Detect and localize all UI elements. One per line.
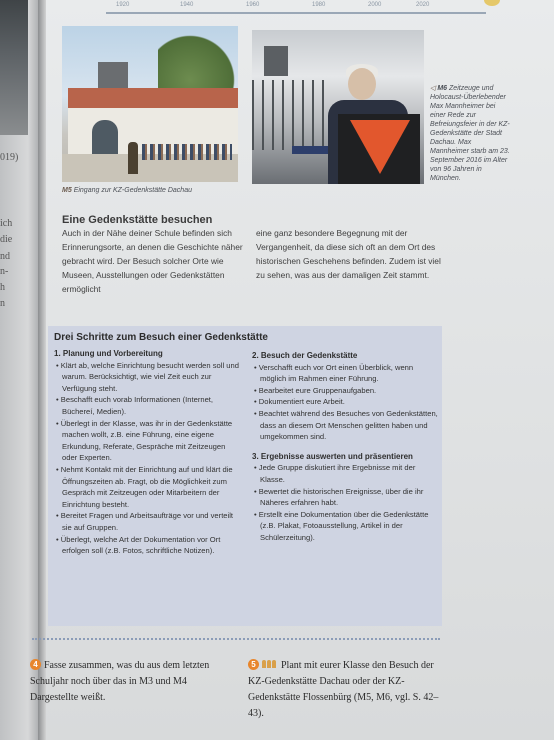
- timeline-tick: 1920: [116, 2, 130, 8]
- list-item: • Überlegt in der Klasse, was ihr in der Gedenkstätte machen wollt, z.B. eine Führung, eine eigene Erkundung, Referate, Gespräche mit Zeitzeugen oder Experten.: [56, 418, 233, 463]
- timeline-marker: [484, 0, 500, 6]
- group-work-icon: [262, 658, 277, 674]
- fence-shape: [252, 80, 332, 150]
- caption-m5-label: M5: [62, 187, 72, 194]
- adjoining-text: n-: [0, 266, 9, 277]
- list-item: • Beschafft euch vorab Informationen (Internet, Büchereí, Medien).: [56, 395, 214, 416]
- person-shape: [128, 142, 138, 174]
- timeline-tick: 2000: [368, 2, 382, 8]
- crowd-shape: [142, 144, 232, 160]
- watchtower-shape: [264, 46, 288, 76]
- step-1-heading: 1. Planung und Vorbereitung: [54, 349, 163, 358]
- task-text: Fasse zusammen, was du aus dem letzten Schuljahr noch über das in M3 und M4 Dargestellte weißt.: [30, 660, 210, 703]
- adjoining-text: die: [0, 234, 13, 245]
- timeline-tick: 1980: [312, 2, 326, 8]
- list-item: • Jede Gruppe diskutiert ihre Ergebnisse mit der Klasse.: [254, 463, 416, 484]
- caption-m6-text: Zeitzeuge und Holocaust-Überlebender Max Mannheimer bei einer Rede zur Befreiungsfeier in der KZ-Gedenkstätte der Stadt Dachau. Max Mannheimer starb am 23. September 2016 im Alter von 96 Jahren in München.: [430, 85, 510, 182]
- adjoining-text: n: [0, 298, 5, 309]
- adjoining-text: ich: [0, 218, 13, 229]
- task-number-icon: 4: [30, 659, 41, 670]
- caption-m5-text: Eingang zur KZ-Gedenkstätte Dachau: [73, 187, 192, 194]
- speaker-head-shape: [348, 68, 376, 100]
- step-2-heading: 2. Besuch der Gedenkstätte: [252, 351, 358, 360]
- task-text: Plant mit eurer Klasse den Besuch der KZ-Gedenkstätte Dachau oder der KZ-Gedenkstätte Flossenbürg (M5, M6, vgl. S. 42–43).: [248, 660, 439, 719]
- red-triangle-shape: [350, 120, 410, 174]
- timeline-tick: 1940: [180, 2, 194, 8]
- list-item: • Klärt ab, welche Einrichtung besucht werden soll und warum. Berücksichtigt, wie viel Zeit euch zur Verfügung steht.: [56, 360, 239, 393]
- list-item: • Beachtet während des Besuches von Gedenkstätten, dass an diesem Ort Menschen gelitten haben und umgekommen sind.: [254, 408, 438, 442]
- step-1-column: [54, 348, 240, 557]
- task-number-icon: 5: [248, 659, 259, 670]
- timeline-bar: [106, 0, 486, 14]
- adjoining-page: [0, 0, 40, 740]
- task-4: [30, 658, 230, 706]
- photo-max-mannheimer-speech: [252, 30, 424, 184]
- dotted-divider: [32, 638, 440, 640]
- section-text-right: eine ganz besondere Begegnung mit der Vergangenheit, da diese sich oft an dem Ort des historischen Geschehens befinden. Zudem ist viel zu sehen, was aus der damaligen Zeit stammt.: [256, 228, 441, 280]
- info-box-title: Drei Schritte zum Besuch einer Gedenkstätte: [54, 332, 268, 343]
- caption-m6: [430, 84, 510, 183]
- info-box: [48, 326, 442, 626]
- adjoining-text: h: [0, 282, 5, 293]
- section-text-left: Auch in der Nähe deiner Schule befinden sich Erinnerungsorte, an denen die Geschichte näher gebracht wird. Der Besuch solcher Orte wie Museen, Ausstellungen oder Gedenkstätten ermöglicht: [62, 228, 243, 294]
- step-3-heading: 3. Ergebnisse auswerten und präsentieren: [252, 451, 413, 461]
- adjoining-page-photo: [0, 0, 28, 135]
- caption-m5: [62, 187, 192, 194]
- section-title: Eine Gedenkstätte besuchen: [62, 214, 213, 226]
- roof-shape: [68, 88, 238, 108]
- caption-arrow-icon: ◁: [430, 85, 436, 92]
- caption-m6-label: M6: [437, 85, 448, 92]
- list-item: • Dokumentiert eure Arbeit.: [254, 397, 345, 407]
- adjoining-text: nd: [0, 251, 10, 262]
- list-item: • Bereitet Fragen und Arbeitsaufträge vor und verteilt sie auf Gruppen.: [56, 511, 234, 532]
- list-item: • Überlegt, welche Art der Dokumentation vor Ort erfolgen soll (z.B. Fotos, schriftliche Notizen).: [56, 534, 221, 556]
- adjoining-text: 019): [0, 152, 19, 163]
- timeline-tick: 2020: [416, 2, 430, 8]
- task-5: [248, 658, 448, 722]
- photo-dachau-entrance: [62, 26, 238, 182]
- list-item: • Bewertet die historischen Ereignisse, über die ihr Näheres erfahren habt.: [254, 486, 424, 508]
- list-item: • Bearbeitet eure Gruppenaufgaben.: [254, 385, 377, 395]
- list-item: • Verschafft euch vor Ort einen Überblick, wenn möglich im Rahmen einer Führung.: [254, 362, 414, 384]
- gate-shape: [92, 120, 118, 156]
- timeline-tick: 1960: [246, 2, 260, 8]
- list-item: • Erstellt eine Dokumentation über die Gedenkstätte (z.B. Plakat, Fotoausstellung, Artikel in der Schülerzeitung).: [254, 509, 429, 542]
- step-2-3-column: [252, 350, 438, 544]
- list-item: • Nehmt Kontakt mit der Einrichtung auf und klärt die Öffnungszeiten ab. Fragt, ob die Möglichkeit zum Gespräch mit Zeitzeugen oder Mitarbeitern der Einrichtung besteht.: [56, 464, 233, 509]
